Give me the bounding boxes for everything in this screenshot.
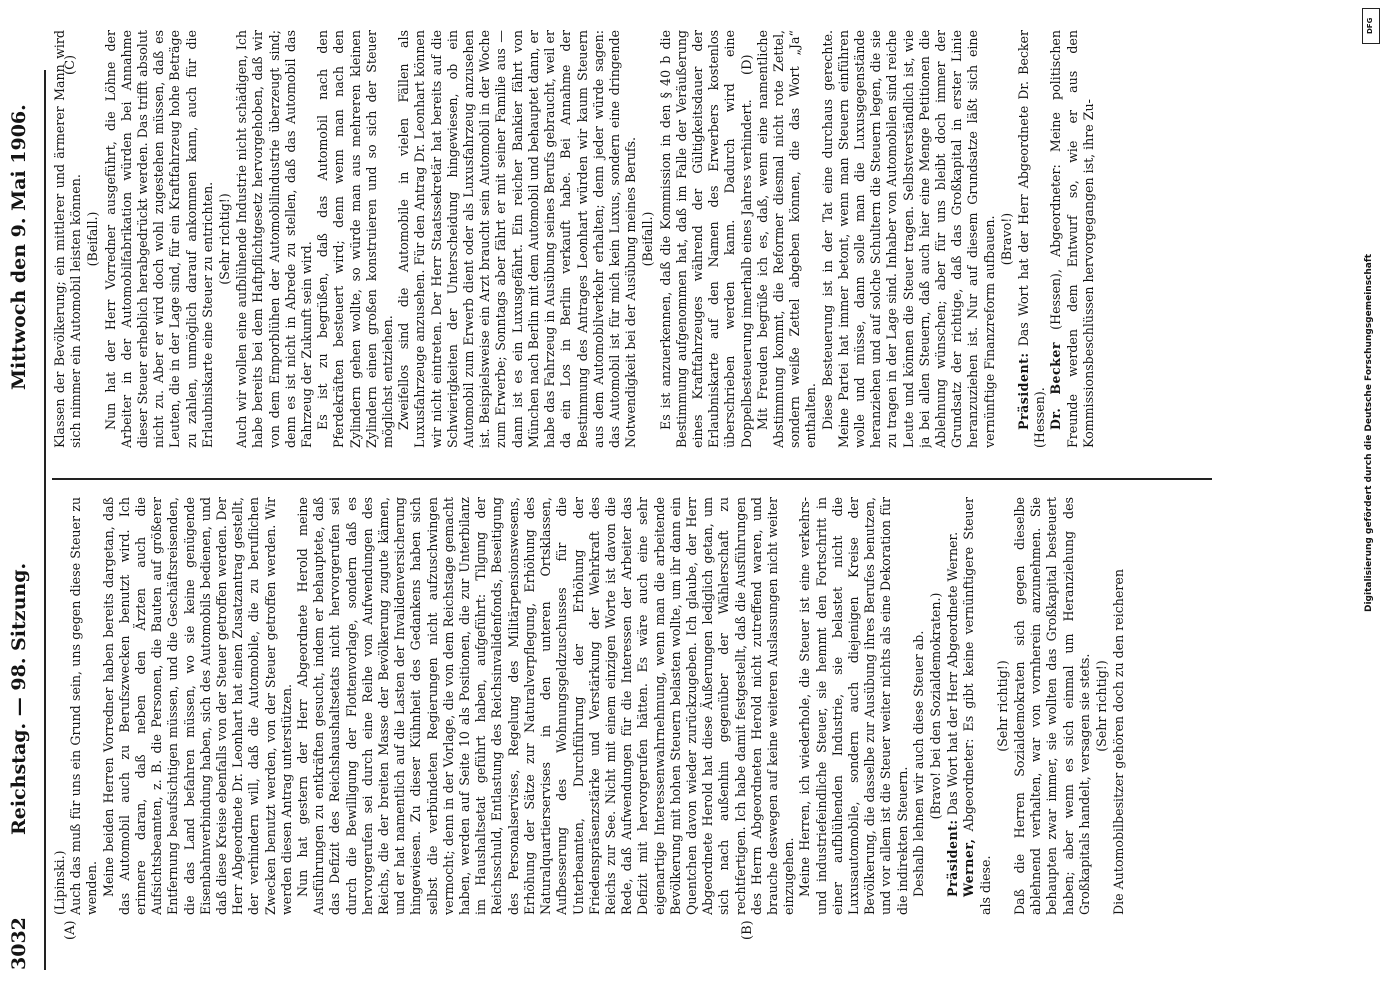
credit-strip <box>1360 8 1380 998</box>
applause-note: (Beifall.) <box>640 211 656 267</box>
applause-note: (Bravo!) <box>998 212 1014 266</box>
margin-marker-b: (B) <box>740 920 755 940</box>
speaker-label: Werner, <box>961 838 977 897</box>
speaker-tag: (Lipinski.) <box>52 850 67 915</box>
remark-text: Das Wort hat der Herr Abgeordnete Dr. Becker (Hessen). <box>1015 30 1048 448</box>
paragraph: Mit Freuden begrüße ich es, daß, wenn eine namentliche Abstimmung kommt, die Reformer diesmal nicht rote Zettel, sondern weiße Zettel abgeben können, die das Wort „Ja“ enthalten. <box>754 30 819 448</box>
paragraph: Auch wir wollen eine aufblühende Industrie nicht schädigen, Ich habe bereits bei dem Haftpflichtgesetz hervorgehoben, daß wir von dem Emporblühen der Automobilindustrie überzeugt sind; denn es ist nicht in Abrede zu stellen, daß das Automobil das Fahrzeug der Zukunft sein wird. <box>234 30 315 448</box>
paragraph: Auch das muß für uns ein Grund sein, uns gegen diese Steuer zu wenden. <box>68 497 100 915</box>
paragraph: Die Automobilbesitzer gehören doch zu den reicheren <box>1111 569 1127 915</box>
right-column <box>52 30 1202 448</box>
paragraph: Diese Besteuerung ist in der Tat eine durchaus gerechte. Meine Partei hat immer betont, wenn man Steuern einführen wolle und müsse, dann solle man die Luxusgegenstände heranziehen und auf solche Schultern die Steuern legen, die sie zu tragen in der Lage sind. Inhaber von Automobilen sind reiche Leute und können die Steuer tragen. Selbstverständlich ist, wie ja bei allen Steuern, daß auch hier eine Menge Petitionen die Ablehnung wünschen; aber für uns bleibt doch immer der Grundsatz der richtige, daß das Großkapital in erster Linie heranzuziehen ist. Nur auf diesem Grundsatze läßt sich eine vernünftige Finanzreform aufbauen. <box>819 30 997 448</box>
applause-note: (Beifall.) <box>85 211 101 267</box>
applause-note: (Bravo! bei den Sozialdemokraten.) <box>927 592 943 820</box>
interjection: (Sehr richtig!) <box>217 193 233 285</box>
interjection: (Sehr richtig!) <box>1094 660 1109 752</box>
paragraph: Daß die Herren Sozialdemokraten sich gegen dieselbe ablehnend verhalten, war von vornherein anzunehmen. Sie behaupten zwar immer, sie wollten das Großkapital besteuert haben; aber wenn es sich einmal um Heranziehung des Großkapitals handelt, versagen sie stets. <box>1011 497 1092 915</box>
speech-opening <box>961 497 993 915</box>
speech-text: Abgeordneter: Es gibt keine vernünftigere Steuer als diese. <box>961 497 993 915</box>
margin-marker-a: (A) <box>63 920 78 940</box>
speech-opening <box>1048 30 1097 448</box>
speaker-label: Präsident: <box>1015 352 1031 430</box>
paragraph: Nun hat gestern der Herr Abgeordnete Herold meine Ausführungen zu entkräften gesucht, indem er behauptete, daß das Defizit des Reichshaushaltsetats nicht hervorgerufen sei durch die Bewilligung der Flottenvorlage, sondern daß es hervorgerufen sei durch eine Reihe von Aufwendungen des Reichs, die der breiten Masse der Bevölkerung zugute kämen, und er hat namentlich auf die Lasten der Invalidenversicherung hingewiesen. Zu dieser Kühnheit des Gedankens haben sich selbst die verbündeten Regierungen nicht aufzuschwingen vermocht; denn in der Vorlage, die von dem Reichstage gemacht haben, werden auf Seite 10 als Positionen, die zur Unterbilanz im Haushaltsetat geführt haben, aufgeführt: Tilgung der Reichsschuld, Entlastung des Reichsinvalidenfonds, Beseitigung des Personalservises, Regelung des Militärpensionswesens, Erhöhung der Sätze zur Naturalverpflegung, Erhöhung des Naturalquartierservises in den unteren Ortsklassen, Aufbesserung des Wohnungsgeldzuschusses für die Unterbeamten, Durchführung der Erhöhung der Friedenspräsenzstärke und Verstärkung der Wehrkraft des Reichs zur See. Nicht mit einem einzigen Worte ist davon die Rede, daß Aufwendungen für die Interessen der Arbeiter das Defizit mit hervorgerufen hätten. Es wäre auch eine sehr eigenartige Interessenwahrnehmung, wenn man die arbeitende Bevölkerung mit hohen Steuern belasten wollte, um ihr dann ein Quentchen davon wieder zurückzugeben. Ich glaube, der Herr Abgeordnete Herold hat diese Äußerungen lediglich getan, um sich nach außenhin gegenüber der Wählerschaft zu rechtfertigen. Ich habe damit festgestellt, daß die Ausführungen des Herrn Abgeordneten Herold nicht zutreffend waren, und brauche deswegen auf keine weiteren Auslassungen nicht weiter einzugehen. <box>295 497 797 915</box>
paragraph: Deshalb lehnen wir auch diese Steuer ab. <box>910 630 926 897</box>
paragraph: Klassen der Bevölkerung; ein mittlerer und ärmerer Mann wird sich nimmer ein Automobil leisten können. <box>52 30 84 448</box>
speaker-label: Präsident: <box>945 819 961 897</box>
margin-marker-d: (D) <box>740 54 755 75</box>
dfg-logo: DFG <box>1362 8 1380 44</box>
president-remark <box>945 497 961 915</box>
credit-text: Digitalisierung gefördert durch die Deutsche Forschungsgemeinschaft <box>1364 253 1374 612</box>
paragraph: Zweifellos sind die Automobile in vielen Fällen als Luxusfahrzeuge anzusehen. Für den Antrag Dr. Leonhart können wir nicht eintreten. Der Herr Staatssekretär hat bereits auf die Schwierigkeiten der Unterscheidung hingewiesen, ob ein Automobil zum Erwerb dient oder als Luxusfahrzeug anzusehen ist. Beispielsweise ein Arzt braucht sein Automobil in der Woche zum Erwerbe; Sonntags aber fährt er mit seiner Familie aus — dann ist es ein Luxusgefährt. Ein reicher Bankier fährt von München nach Berlin mit dem Automobil und behauptet dann, er habe das Fahrzeug in Ausübung seines Berufs gebraucht, weil er da ein Los in Berlin verkauft habe. Bei Annahme der Bestimmung des Antrages Leonhart würden wir kaum Steuern aus dem Automobilverkehr erhalten; denn jeder würde sagen: das Automobil ist für mich kein Luxus, sondern eine dringende Notwendigkeit bei der Ausübung meines Berufs. <box>396 30 639 448</box>
president-remark <box>1016 30 1048 448</box>
paragraph: Es ist zu begrüßen, daß das Automobil nach den Pferdekräften besteuert wird; denn wenn man nach den Zylindern gehen wollte, so würde man aus mehreren kleinen Zylindern einen großen konstruieren und so sich der Steuer möglichst entziehen. <box>315 30 396 448</box>
interjection: (Sehr richtig!) <box>994 660 1010 752</box>
margin-marker-c: (C) <box>63 54 78 75</box>
header-rule <box>44 70 46 970</box>
speech-text: (Hessen), Abgeordneter: Meine politischen Freunde werden dem Entwurf so, wie er aus den Kommissionsbeschlüssen hervorgegangen ist, ihre Zu- <box>1048 30 1096 448</box>
speaker-label: Dr. Becker <box>1048 341 1064 430</box>
header-right-title: Mittwoch den 9. Mai 1906. <box>8 104 30 390</box>
left-column <box>52 497 1202 915</box>
page-number: 3032 <box>8 917 30 970</box>
page-header <box>0 10 60 990</box>
paragraph: Es ist anzuerkennen, daß die Kommission in den § 40 b die Bestimmung aufgenommen hat, daß im Falle der Veräußerung eines Kraftfahrzeuges während der Gültigkeitsdauer der Erlaubniskarte auf den Namen des Erwerbers kostenlos überschrieben werden kann. Dadurch wird eine Doppelbesteuerung innerhalb eines Jahres verhindert. <box>657 30 754 448</box>
column-divider <box>52 478 1212 480</box>
paragraph: Nun hat der Herr Vorredner ausgeführt, die Löhne der Arbeiter in der Automobilfabrikation würden bei Annahme dieser Steuer erheblich herabgedrückt werden. Das trifft absolut nicht zu. Aber er wird doch wohl zugestehen müssen, daß es Leuten, die in der Lage sind, für ein Kraftfahrzeug hohe Beträge zu zahlen, unmöglich darauf ankommen kann, auch für die Erlaubniskarte eine Steuer zu entrichten. <box>102 30 215 448</box>
header-left-title: Reichstag. — 98. Sitzung. <box>8 562 30 835</box>
paragraph: Meine Herren, ich wiederhole, die Steuer ist eine verkehrs- und industriefeindliche Steuer, sie hemmt den Fortschritt in einer aufblühenden Industrie, sie belastet nicht die Luxusautomobile, sondern auch diejenigen Kreise der Bevölkerung, die dasselbe zur Ausübung ihres Berufes benutzen, und vor allem ist die Steuer weiter nichts als eine Dekoration für die indirekten Steuern. <box>797 497 910 915</box>
paragraph: Meine beiden Herren Vorredner haben bereits dargetan, daß das Automobil auch zu Berufszwecken benutzt wird. Ich erinnere daran, daß neben den Ärzten auch die Aufsichtsbeamten, z. B. die Personen, die Bauten auf größerer Entfernung beaufsichtigen müssen, und die Geschäftsreisenden, die das Land befahren müssen, wo sie keine genügende Eisenbahnverbindung haben, sich des Automobils bedienen, und daß diese Kreise ebenfalls von der Steuer getroffen werden. Der Herr Abgeordnete Dr. Leonhart hat einen Zusatzantrag gestellt, der verhindern will, daß die Automobile, die zu beruflichen Zwecken benutzt werden, von der Steuer getroffen werden. Wir werden diesen Antrag unterstützen. <box>100 497 294 915</box>
remark-text: Das Wort hat der Herr Abgeordnete Werner. <box>945 531 961 816</box>
